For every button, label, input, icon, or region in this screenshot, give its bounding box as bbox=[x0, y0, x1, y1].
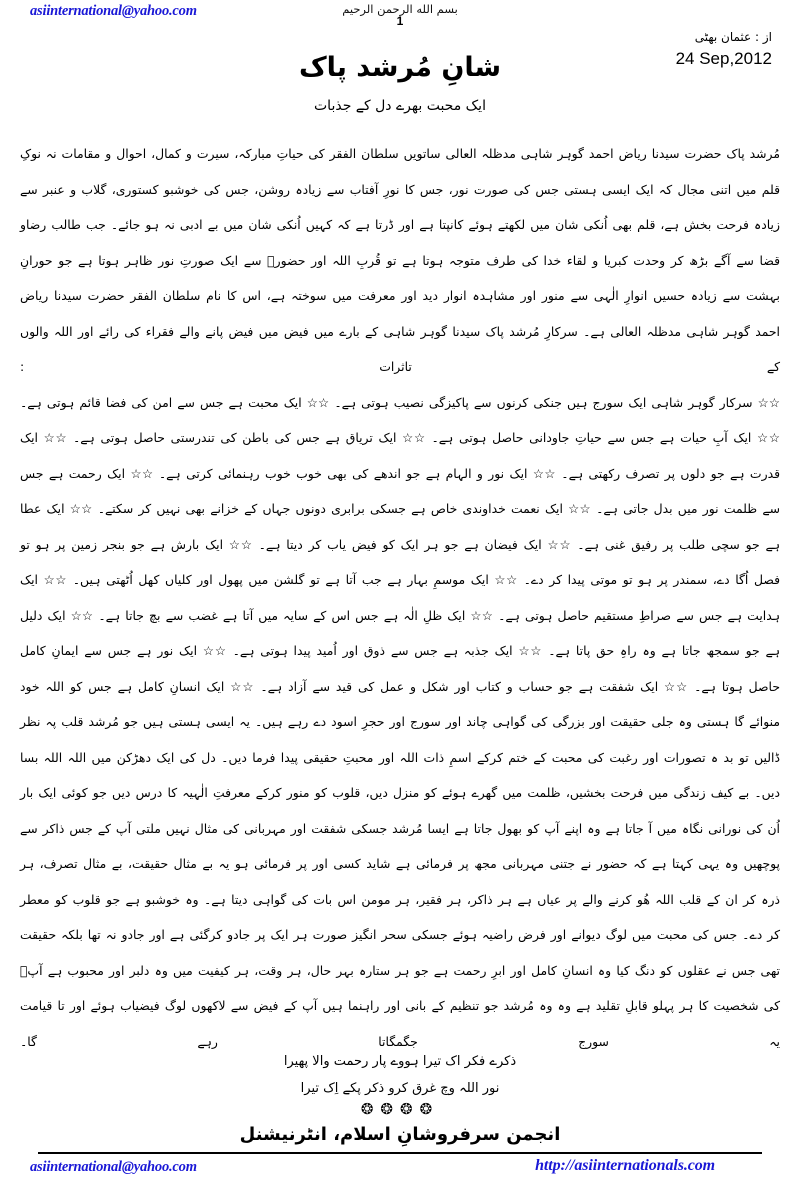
page-header bbox=[0, 0, 800, 132]
organization-name: انجمن سرفروشانِ اسلام، انٹرنیشنل bbox=[239, 1124, 561, 1145]
page-title: شانِ مُرشد پاک bbox=[298, 52, 502, 83]
poetry-block bbox=[0, 1048, 800, 1102]
poetry-line: ذکرے فکر اک تیرا ہووے پار رحمت والا پھیرا bbox=[283, 1054, 517, 1069]
footer-email-link[interactable]: asiinternational@yahoo.com bbox=[30, 1159, 197, 1175]
page-subtitle: ایک محبت بھرے دل کے جذبات bbox=[314, 98, 486, 114]
header-email-link[interactable]: asiinternational@yahoo.com bbox=[30, 3, 197, 19]
publication-date: 24 Sep,2012 bbox=[675, 49, 772, 68]
footer-website-link[interactable]: http://asiinternationals.com bbox=[535, 1157, 715, 1174]
body-paragraph: مُرشد پاک حضرت سیدنا ریاض احمد گوہر شاہی مدظلہ العالی ساتویں سلطان الفقر کی حیاتِ مبارکہ، سیرت و کمال، احوال و مقامات نہ نوکِ قلم میں اتنی مجال کہ ایک ایسی ہستی جس کی صورت نور، جس کا نورِ آفتاب سے زیادہ روشن، جس کی خوشبو کستوری، گلاب و عنبر سے زیادہ فرحت بخش ہے، قلم بھی اُنکی شان میں لکھتے ہوئے کانپتا ہے اور ڈرتا ہے کہ کہیں اُنکی شان میں بے ادبی نہ ہو جائے۔ جب طالب رضاو قضا سے آگے بڑھ کر وحدت کبریا و لقاء خدا کی طرف متوجہ ہوتا ہے تو قُربِ اللہ اور حضورؐ سے ایک صورتِ نور ظاہر ہوتا ہے جو حورانِ بہشت سے زیادہ حسیں انوارِ الٰہی سے منور اور مشاہدہ انوار دید اور معرفت میں سوختہ ہے، اس کا نام سلطان الفقر حضرت سیدنا ریاض احمد گوہر شاہی مدظلہ العالی ہے۔ سرکارِ مُرشد پاک سیدنا گوہر شاہی کے بارے میں فیض میں فیض پانے والے فقراء کی رائے اور اللہ والوں کے تاثرات : bbox=[20, 146, 780, 374]
star-ornament-divider: ❂❂❂❂ bbox=[360, 1100, 440, 1118]
bismillah-text: بسم الله الرحمن الرحيم bbox=[342, 2, 458, 16]
page-number: 1 bbox=[396, 14, 404, 28]
author-byline: از : عثمان بھٹی bbox=[694, 30, 772, 44]
article-body bbox=[20, 136, 780, 1049]
poetry-line: نور اللہ وچ غرق کرو ذکر پکے اِک تیرا bbox=[300, 1081, 500, 1096]
body-paragraph: ☆☆ سرکار گوہر شاہی ایک سورج ہیں جنکی کرنوں سے پاکیزگی نصیب ہوتی ہے۔ ☆☆ ایک محبت ہے جس سے امن کی فضا قائم ہوتی ہے۔ ☆☆ ایک آبِ حیات ہے جس سے حیاتِ جاودانی حاصل ہوتی ہے۔ ☆☆ ایک تریاق ہے جس کی باطن کی تندرستی حاصل ہوتی ہے۔ ☆☆ ایک قدرت ہے جو دلوں پر تصرف رکھتی ہے۔ ☆☆ ایک نور و الہام ہے جو اندھے کی بھی خوب خوب رہنمائی کرتی ہے۔ ☆☆ ایک رحمت ہے جس سے ظلمت نور میں بدل جاتی ہے۔ ☆☆ ایک نعمت خداوندی خاص ہے جسکی برابری دونوں جہاں کے خزانے بھی نہیں کر سکتے۔ ☆☆ ایک عطا ہے جو سچی طلب پر رفیق غنی ہے۔ ☆☆ ایک فیضان ہے جو ہر ایک کو فیض یاب کر دیتا ہے۔ ☆☆ ایک بارش ہے جو بنجر زمین پر ہو تو فصل اُگا دے، سمندر پر ہو تو موتی پیدا کر دے۔ ☆☆ ایک موسمِ بہار ہے جب آتا ہے تو گلشن میں پھول اور کلیاں کھل اُٹھتی ہیں۔ ☆☆ ایک ہدایت ہے جس سے صراطِ مستقیم حاصل ہوتی ہے۔ ☆☆ ایک ظلِ الٰہ ہے جس اس کے سایہ میں آتا ہے غضب سے بچ جاتا ہے۔ ☆☆ ایک دلیل ہے جو سمجھ جاتا ہے وہ راہِ حق پاتا ہے۔ ☆☆ ایک جذبہ ہے جس سے ذوق اور اُمید پیدا ہوتی ہے۔ ☆☆ ایک نور ہے جس سے ایمانِ کامل حاصل ہوتا ہے۔ ☆☆ ایک شفقت ہے جو حساب و کتاب اور شکل و عمل کی قید سے آزاد ہے۔ ☆☆ ایک انسانِ کامل ہے جس کو اللہ خود منوائے گا ہستی وہ جلی حقیقت اور بزرگی کی گواہی چاند اور سورج اور حجرِ اسود دے رہے ہیں۔ یہ ایسی ہستی ہیں جو مُرشد قلب پہ نظر ڈالیں تو بد ہ تصورات اور رغبت کی محبت کے ختم کرکے اسمِ ذات اللہ اور محبتِ حقیقی پیدا فرما دیں۔ دل کی ایک دھڑکن میں اللہ اللہ بسا دیں۔ بے کیف زندگی میں فرحت بخشیں، ظلمت میں گھرے ہوئے کو منزل دیں، قلوب کو منور کرکے معرفتِ الٰہیہ کا درس دیں جو کوئی ایک بار اُن کی نورانی نگاہ میں آ جاتا ہے وہ اپنے آپ کو بھول جاتا ہے ایسا مُرشد جسکی شفقت اور مہربانی کی مثال نہیں ملتی آپ کے جس ذاکر سے پوچھیں وہ یہی کہتا ہے کہ حضور نے جتنی مہربانی مجھ پر فرمائی ہے شاید کسی اور پر فرمائی ہو یہ بے مثال حقیقت، بے مثال تصرف، ہر ذرہ کر ان کے قلب اللہ ھُو کرنے والے پر عیاں ہے ہر ذاکر، ہر فقیر، ہر مومن اس بات کی گواہی دیتا ہے۔ وہ خوشبو ہے جو قلوب کو معطر کر دے۔ جس کی محبت میں لوگ دیوانے اور فرض راضیہ ہوئے جسکی سحر انگیز صورت ہر ایک پر جادو کرگئی ہے اور جادو نہ تھا بلکہ حقیقت تھی جس نے عقلوں کو دنگ کیا وہ انسانِ کامل اور ابرِ رحمت ہے جو ہر ستارہ بہر حال، ہر وقت، ہر کیفیت میں وہ دلبر اور محبوب ہے آپؐ کی شخصیت کا ہر پہلو قابلِ تقلید ہے وہ وہ مُرشد جو تنظیم کے بانی اور راہنما ہیں آپ کے فیض سے لاکھوں لوگ فیضیاب ہوئے اور تا قیامت یہ سورج جگمگاتا رہے گا۔ bbox=[20, 394, 780, 1049]
footer-divider-rule bbox=[38, 1152, 762, 1154]
page-footer bbox=[0, 1152, 800, 1200]
